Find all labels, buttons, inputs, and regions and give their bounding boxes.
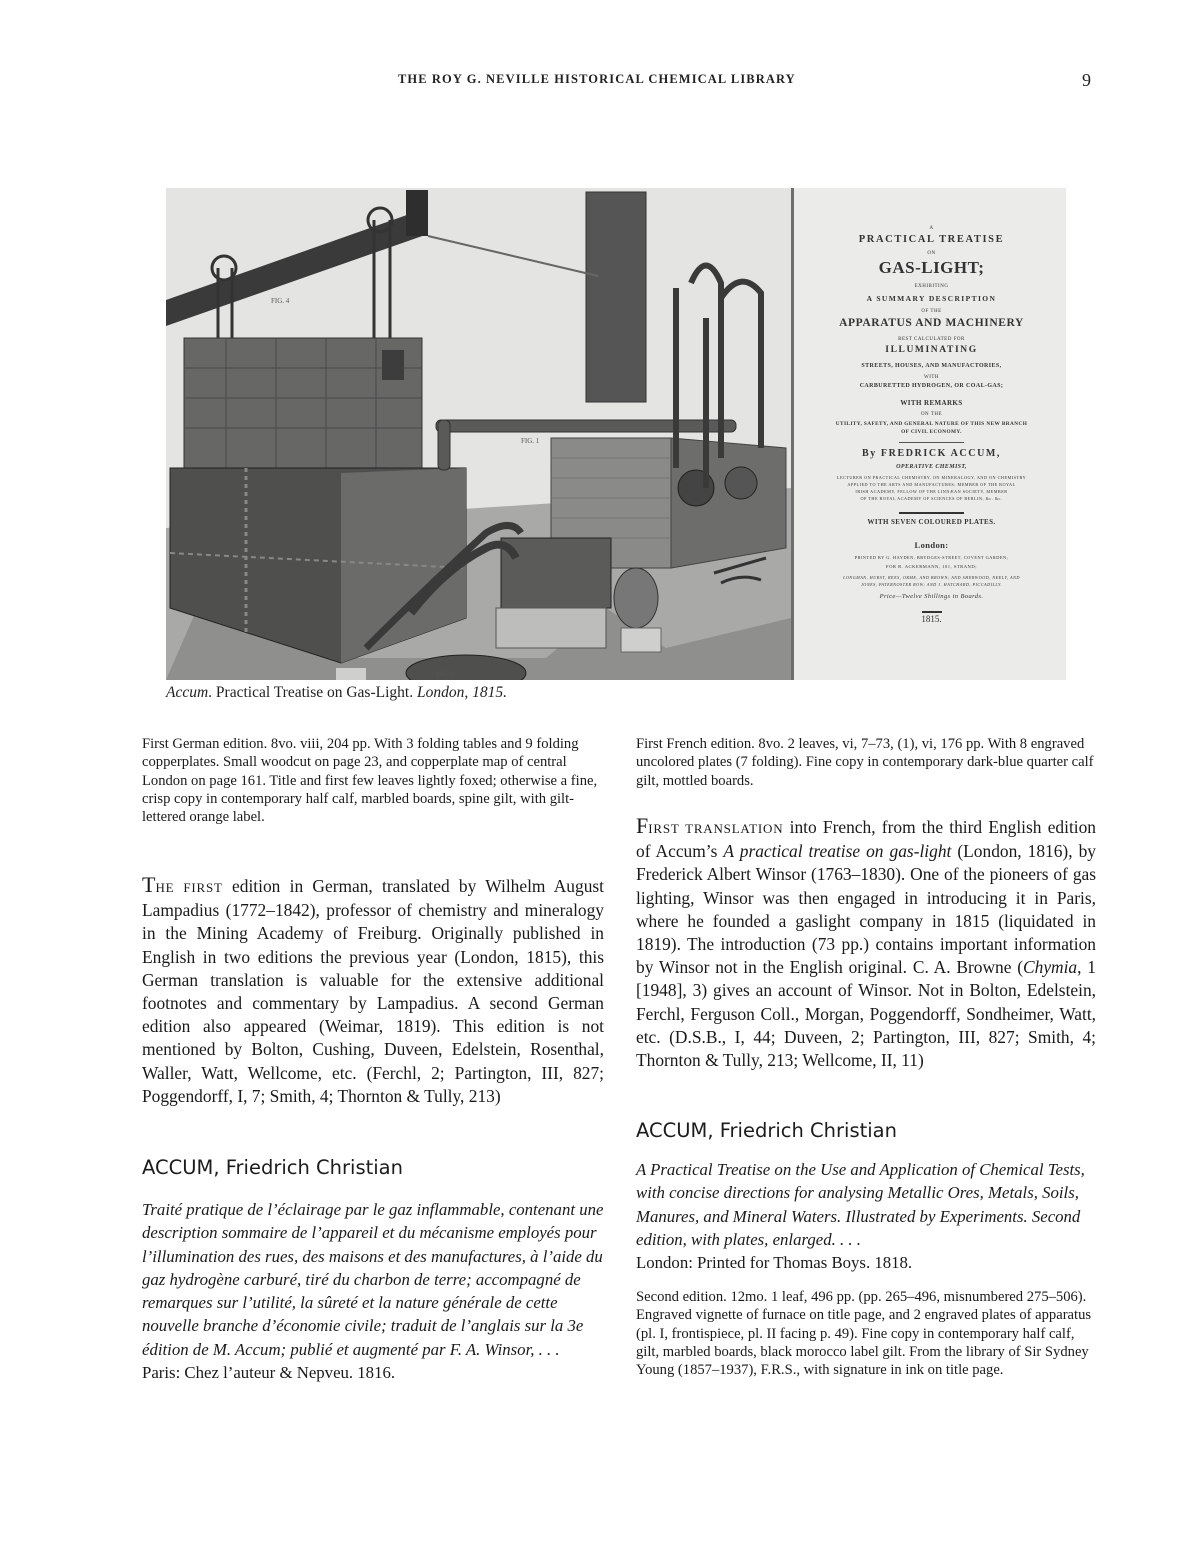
tp-line: BEST CALCULATED FOR — [898, 337, 965, 342]
tp-line: CARBURETTED HYDROGEN, OR COAL-GAS; — [859, 383, 1004, 389]
tp-line: LONGMAN, HURST, REES, ORME, AND BROWN; AND SHERWOOD, NEELY, AND — [843, 575, 1020, 580]
lead-capital: T — [142, 872, 156, 897]
annotation-italic-journal: Chymia — [1023, 957, 1078, 978]
tp-line: EXHIBITING — [914, 284, 949, 289]
facsimile-title-page — [791, 188, 1066, 680]
entry-imprint: London: Printed for Thomas Boys. 1818. — [636, 1253, 913, 1273]
left-column-annotation — [142, 873, 604, 1108]
tp-line: ON — [927, 251, 936, 256]
bibliographic-description: First French edition. 8vo. 2 leaves, vi, 7–73, (1), vi, 176 pp. With 8 engraved uncolored plates (7 folding). Fine copy in contemporary dark-blue quarter calf gilt, mottled boards. — [636, 736, 1094, 789]
lead-capital: F — [636, 813, 649, 838]
tp-line: PRINTED BY G. HAYDEN, BRYDGES-STREET, COVENT GARDEN; — [854, 555, 1009, 560]
right-column-annotation — [636, 814, 1096, 1072]
entry-title: A Practical Treatise on the Use and Application of Chemical Tests, with concise directions for analysing Metallic Ores, Metals, Soils, Manures, and Mineral Waters. Illustrated by Experiments. Second edition, with plates, enlarged. . . . — [636, 1160, 1085, 1249]
entry-heading: ACCUM, Friedrich Christian — [636, 1119, 897, 1142]
entry-imprint: Paris: Chez l’auteur & Nepveu. 1816. — [142, 1363, 396, 1383]
tp-line: APPARATUS AND MACHINERY — [839, 317, 1024, 329]
left-column — [142, 735, 604, 826]
entry-heading: ACCUM, Friedrich Christian — [142, 1156, 403, 1179]
right-column-entry-title — [636, 1158, 1096, 1274]
tp-line: LECTURER ON PRACTICAL CHEMISTRY, ON MINERALOGY, AND ON CHEMISTRY — [836, 475, 1027, 480]
right-column-entry-heading — [636, 1119, 1096, 1142]
tp-rule — [922, 611, 942, 613]
tp-line: FOR R. ACKERMANN, 101, STRAND; — [886, 564, 977, 569]
gas-apparatus-engraving — [166, 188, 791, 680]
annotation-paragraph — [636, 814, 1096, 1072]
annotation-text: (London, 1816), by Frederick Albert Winsor (1763–1830). One of the pioneers of gas lighting, Winsor was then engaged in introducing it in Paris, where he founded a gaslight company in 1815 (liquidated in 1819). The introduction (73 pp.) contains important information by Winsor not in the English original. C. A. Browne ( — [636, 841, 1096, 978]
annotation-text: into French, from the third English edition of Accum’s — [636, 817, 1096, 862]
figure-plate-and-title-page — [166, 188, 1066, 680]
annotation-italic-title: A practical treatise on gas-light — [723, 841, 952, 862]
bibliographic-description: First German edition. 8vo. viii, 204 pp. With 3 folding tables and 9 folding copperplates. Small woodcut on page 23, and copperplate map of central London on page 161. Title and first few leaves lightly foxed; otherwise a fine, crisp copy in contemporary half calf, marbled boards, spine gilt, with gilt-lettered orange label. — [142, 736, 598, 826]
tp-line: ILLUMINATING — [885, 345, 978, 355]
svg-text:FIG. 4: FIG. 4 — [271, 297, 290, 305]
tp-line: London: — [914, 540, 949, 550]
tp-line: 1815. — [921, 614, 942, 624]
tp-line: OF CIVIL ECONOMY. — [901, 429, 962, 435]
tp-rule — [899, 442, 964, 443]
right-column — [636, 735, 1096, 790]
tp-line: OPERATIVE CHEMIST, — [896, 464, 967, 470]
svg-text:FIG. 1: FIG. 1 — [521, 437, 540, 445]
right-column-entry-description — [636, 1288, 1096, 1379]
tp-line: A SUMMARY DESCRIPTION — [866, 294, 997, 303]
annotation-text: edition in German, translated by Wilhelm August Lampadius (1772–1842), professor of chemistry and mineralogy in the Mining Academy of Freiburg. Originally published in English in two editions the previous year (London, 1815), this German translation is valuable for the extensive additional footnotes and commentary by Lampadius. A second German edition also appeared (Weimar, 1819). This edition is not mentioned by Bolton, Cushing, Duveen, Edelstein, Rosenthal, Waller, Watt, Wellcome, etc. (Ferchl, 2; Partington, III, 827; Poggendorff, I, 7; Smith, 4; Thornton & Tully, 213) — [142, 876, 604, 1106]
left-column-entry-title — [142, 1198, 604, 1384]
svg-text:FIG. 2: FIG. 2 — [436, 670, 455, 678]
tp-line: A — [929, 226, 934, 231]
tp-line: OF THE ROYAL ACADEMY OF SCIENCES OF BERLIN, &c. &c. — [860, 496, 1003, 501]
tp-line: UTILITY, SAFETY, AND GENERAL NATURE OF THIS NEW BRANCH — [835, 421, 1028, 427]
figure-caption — [166, 684, 507, 702]
tp-line: JONES, PATERNOSTER ROW; AND J. HATCHARD, PICCADILLY. — [860, 582, 1003, 587]
lead-smallcaps: HE FIRST — [155, 880, 223, 895]
page-number: 9 — [1082, 70, 1091, 90]
engraving-plate — [166, 188, 791, 680]
caption-place-date: London, 1815. — [416, 684, 507, 701]
annotation-text: , 1 [1948], 3) gives an account of Winsor. Not in Bolton, Edelstein, Ferchl, Ferguson Coll., Morgan, Poggendorff, Sondheimer, Watt, etc. (D.S.B., I, 44; Duveen, 2; Partington, III, 827; Smith, 4; Thornton & Tully, 213; Wellcome, II, 11) — [636, 957, 1096, 1071]
tp-line: OF THE — [921, 309, 942, 314]
tp-line: APPLIED TO THE ARTS AND MANUFACTURES; MEMBER OF THE ROYAL — [847, 482, 1016, 487]
lead-smallcaps: IRST TRANSLATION — [648, 821, 784, 836]
tp-rule — [899, 512, 964, 514]
caption-author: Accum — [166, 684, 209, 701]
tp-line: WITH REMARKS — [900, 399, 963, 407]
running-head: THE ROY G. NEVILLE HISTORICAL CHEMICAL LIBRARY — [398, 72, 796, 86]
caption-title: . Practical Treatise on Gas-Light. — [208, 684, 417, 701]
tp-line: GAS-LIGHT; — [878, 258, 985, 277]
tp-line: IRISH ACADEMY, FELLOW OF THE LINNÆAN SOCIETY, MEMBER — [855, 489, 1008, 494]
tp-line: By FREDRICK ACCUM, — [861, 448, 1002, 459]
bibliographic-description: Second edition. 12mo. 1 leaf, 496 pp. (pp. 265–496, misnumbered 275–506). Engraved vignette of furnace on title page, and 2 engraved plates of apparatus (pl. I, frontispiece, pl. II facing p. 49). Fine copy in contemporary half calf, gilt, marbled boards, black morocco label gilt. From the library of Sir Sydney Young (1857–1937), F.R.S., with signature in ink on title page. — [636, 1289, 1092, 1379]
tp-line: ON THE — [920, 412, 943, 417]
annotation-paragraph — [142, 873, 604, 1108]
left-column-entry-heading — [142, 1156, 604, 1179]
tp-line: STREETS, HOUSES, AND MANUFACTORIES, — [861, 363, 1002, 369]
tp-line: PRACTICAL TREATISE — [858, 234, 1005, 245]
tp-line: Price—Twelve Shillings in Boards. — [879, 593, 984, 600]
tp-line: WITH — [923, 375, 940, 380]
entry-title: Traité pratique de l’éclairage par le gaz inflammable, contenant une description sommaire de l’appareil et du mécanisme employés pour l’illumination des rues, des maisons et des manufactures, à l’aide du gaz hydrogène carburé, tiré du charbon de terre; accompagné de remarques sur l’utilité, la sûreté et la nature générale de cette nouvelle branche d’économie civile; traduit de l’anglais sur la 3e édition de M. Accum; publié et augmenté par F. A. Winsor, . . . — [142, 1200, 604, 1359]
tp-line: WITH SEVEN COLOURED PLATES. — [867, 518, 996, 526]
